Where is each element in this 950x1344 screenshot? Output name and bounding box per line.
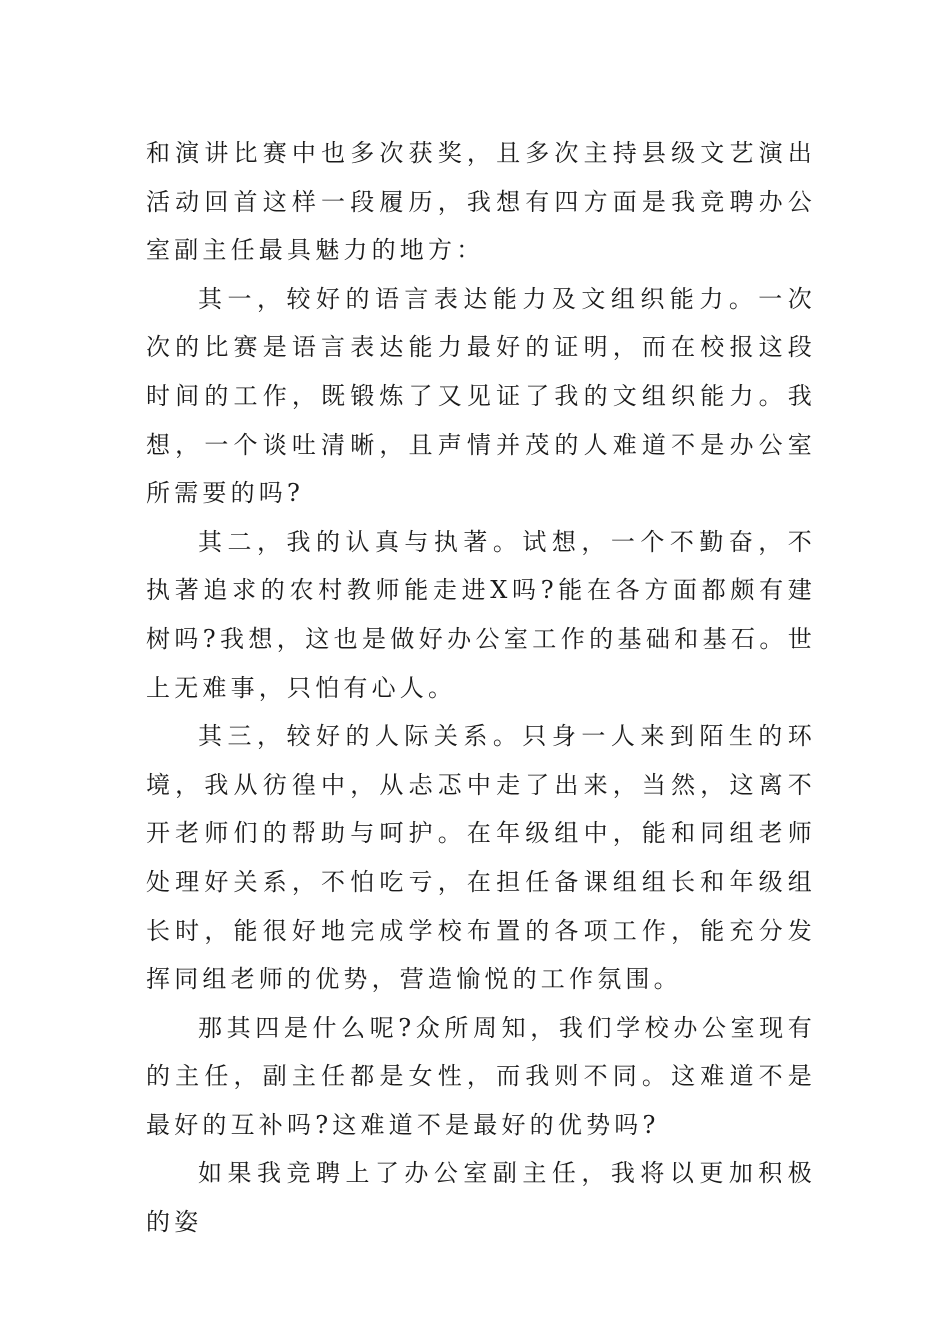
document-body [146, 129, 816, 1247]
paragraph-point-two: 其二，我的认真与执著。试想，一个不勤奋，不执著追求的农村教师能走进X吗?能在各方面都颇有建树吗?我想，这也是做好办公室工作的基础和基石。世上无难事，只怕有心人。 [146, 527, 816, 702]
paragraph-closing: 如果我竞聘上了办公室副主任，我将以更加积极的姿 [146, 1159, 816, 1237]
paragraph-point-three: 其三，较好的人际关系。只身一人来到陌生的环境，我从彷徨中，从忐忑中走了出来，当然，这离不开老师们的帮助与呵护。在年级组中，能和同组老师处理好关系，不怕吃亏，在担任备课组组长和年级组长时，能很好地完成学校布置的各项工作，能充分发挥同组老师的优势，营造愉悦的工作氛围。 [146, 722, 816, 994]
paragraph-point-one: 其一，较好的语言表达能力及文组织能力。一次次的比赛是语言表达能力最好的证明，而在校报这段时间的工作，既锻炼了又见证了我的文组织能力。我想，一个谈吐清晰，且声情并茂的人难道不是办公室所需要的吗? [146, 284, 816, 508]
paragraph-intro: 和演讲比赛中也多次获奖，且多次主持县级文艺演出活动回首这样一段履历，我想有四方面是我竞聘办公室副主任最具魅力的地方： [146, 139, 816, 265]
paragraph-point-four: 那其四是什么呢?众所周知，我们学校办公室现有的主任，副主任都是女性，而我则不同。这难道不是最好的互补吗?这难道不是最好的优势吗? [146, 1013, 816, 1139]
